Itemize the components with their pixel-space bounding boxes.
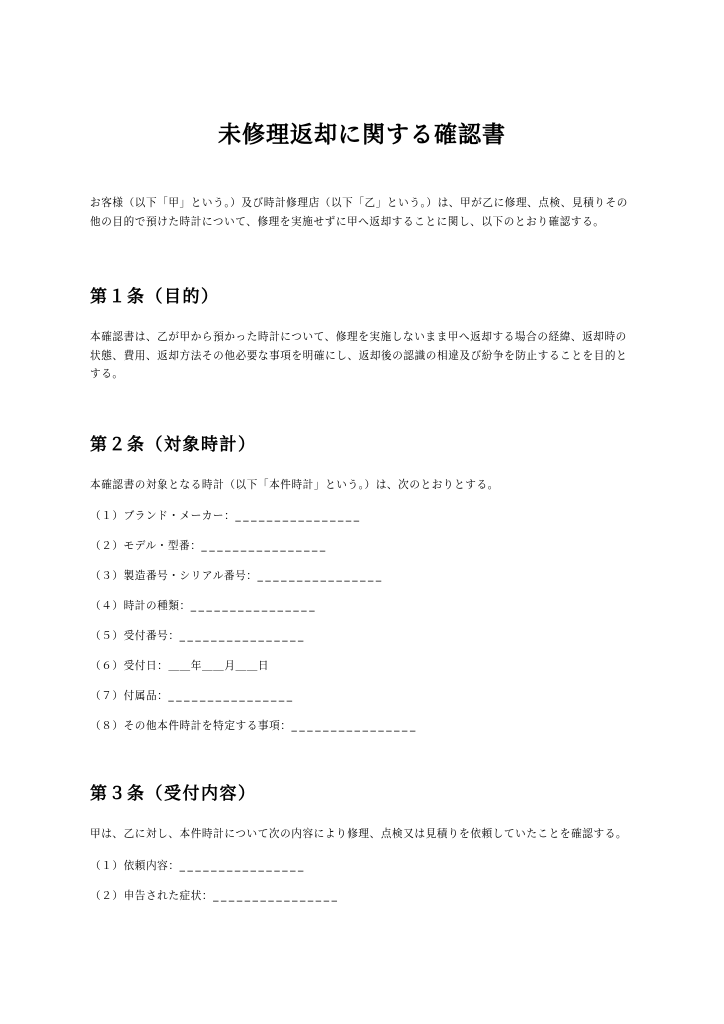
article-3-heading: 第３条（受付内容） <box>90 784 257 804</box>
fill-in-blank: ________________ <box>235 510 362 522</box>
item-label: （２）モデル・型番： <box>90 540 202 552</box>
list-item-symptom <box>90 888 634 904</box>
item-label: （７）付属品： <box>90 690 169 702</box>
item-label: （４）時計の種類： <box>90 600 191 612</box>
item-label: （１）依頼内容： <box>90 859 180 872</box>
item-label: （２）申告された症状： <box>90 889 214 902</box>
article-1-heading: 第１条（目的） <box>90 287 220 307</box>
list-item-request <box>90 858 634 874</box>
article-1-text: 本確認書は、乙が甲から預かった時計について、修理を実施しないまま甲へ返却する場合の経緯、返却時の状態、費用、返却方法その他必要な事項を明確にし、返却後の認識の相違及び紛争を防止することを目的とする。 <box>90 331 628 380</box>
item-label: （５）受付番号： <box>90 630 180 642</box>
list-item-brand <box>90 508 634 524</box>
list-item-serial <box>90 568 634 584</box>
fill-in-blank: ________________ <box>190 600 318 612</box>
list-item-reception-number <box>90 628 634 644</box>
list-item-accessories <box>90 688 634 704</box>
item-label: （８）その他本件時計を特定する事項： <box>90 720 292 732</box>
date-blank: ＿＿年＿＿月＿＿日 <box>168 660 270 672</box>
fill-in-blank: ________________ <box>291 720 418 732</box>
list-item-model <box>90 538 634 554</box>
fill-in-blank: ________________ <box>179 630 306 642</box>
intro-paragraph: お客様（以下「甲」という。）及び時計修理店（以下「乙」という。）は、甲が乙に修理、点検、見積りその他の目的で預けた時計について、修理を実施せずに甲へ返却することに関し、以下のとおり確認する。 <box>90 197 628 228</box>
fill-in-blank: ________________ <box>213 889 340 902</box>
fill-in-blank: ________________ <box>179 859 306 872</box>
item-label: （３）製造番号・シリアル番号： <box>90 570 258 582</box>
article-2-items <box>90 508 634 734</box>
fill-in-blank: ________________ <box>168 690 295 702</box>
item-label: （６）受付日： <box>90 660 169 672</box>
article-3-items <box>90 858 634 904</box>
article-3-text: 甲は、乙に対し、本件時計について次の内容により修理、点検又は見積りを依頼していたことを確認する。 <box>90 828 628 840</box>
article-2-text: 本確認書の対象となる時計（以下「本件時計」という。）は、次のとおりとする。 <box>90 478 499 491</box>
item-label: （１）ブランド・メーカー： <box>90 510 236 522</box>
list-item-other <box>90 718 634 734</box>
article-2-heading: 第２条（対象時計） <box>90 434 257 455</box>
list-item-type <box>90 598 634 614</box>
document-title: 未修理返却に関する確認書 <box>218 122 506 148</box>
fill-in-blank: ________________ <box>257 570 384 582</box>
list-item-reception-date <box>90 658 634 674</box>
fill-in-blank: ________________ <box>201 540 328 552</box>
